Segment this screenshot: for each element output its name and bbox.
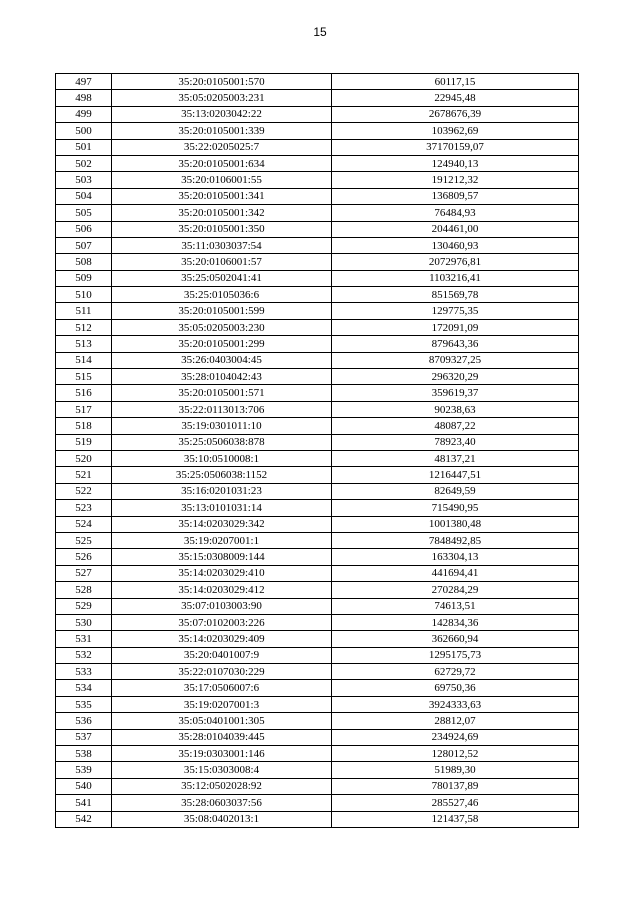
table-row: [56, 123, 579, 139]
cadastral-number-cell: 35:07:0103003:90: [112, 598, 332, 614]
table-row: [56, 795, 579, 811]
cadastral-value-cell: 121437,58: [332, 811, 579, 827]
row-number-cell: 503: [56, 172, 112, 188]
row-number-cell: 498: [56, 90, 112, 106]
cadastral-value-cell: 296320,29: [332, 369, 579, 385]
cadastral-value-cell: 2678676,39: [332, 106, 579, 122]
cadastral-value-cell: 234924,69: [332, 729, 579, 745]
table-body: [56, 74, 579, 828]
row-number-cell: 511: [56, 303, 112, 319]
cadastral-number-cell: 35:17:0506007:6: [112, 680, 332, 696]
table-row: [56, 221, 579, 237]
row-number-cell: 535: [56, 696, 112, 712]
cadastral-value-cell: 28812,07: [332, 713, 579, 729]
cadastral-number-cell: 35:22:0113013:706: [112, 401, 332, 417]
table-row: [56, 614, 579, 630]
table-row: [56, 778, 579, 794]
row-number-cell: 510: [56, 287, 112, 303]
row-number-cell: 508: [56, 254, 112, 270]
row-number-cell: 532: [56, 647, 112, 663]
cadastral-value-cell: 48087,22: [332, 418, 579, 434]
row-number-cell: 522: [56, 483, 112, 499]
cadastral-value-cell: 124940,13: [332, 155, 579, 171]
row-number-cell: 524: [56, 516, 112, 532]
cadastral-number-cell: 35:25:0502041:41: [112, 270, 332, 286]
cadastral-number-cell: 35:25:0506038:1152: [112, 467, 332, 483]
cadastral-number-cell: 35:05:0205003:231: [112, 90, 332, 106]
cadastral-number-cell: 35:13:0203042:22: [112, 106, 332, 122]
row-number-cell: 517: [56, 401, 112, 417]
cadastral-number-cell: 35:25:0105036:6: [112, 287, 332, 303]
cadastral-number-cell: 35:20:0105001:571: [112, 385, 332, 401]
cadastral-number-cell: 35:14:0203029:409: [112, 631, 332, 647]
cadastral-number-cell: 35:19:0207001:1: [112, 532, 332, 548]
row-number-cell: 507: [56, 237, 112, 253]
cadastral-value-cell: 69750,36: [332, 680, 579, 696]
row-number-cell: 536: [56, 713, 112, 729]
table-row: [56, 582, 579, 598]
cadastral-number-cell: 35:28:0104042:43: [112, 369, 332, 385]
cadastral-value-cell: 270284,29: [332, 582, 579, 598]
row-number-cell: 512: [56, 319, 112, 335]
cadastral-number-cell: 35:20:0105001:341: [112, 188, 332, 204]
table-row: [56, 385, 579, 401]
cadastral-value-cell: 163304,13: [332, 549, 579, 565]
cadastral-number-cell: 35:19:0207001:3: [112, 696, 332, 712]
cadastral-value-cell: 142834,36: [332, 614, 579, 630]
page-number: 15: [313, 25, 327, 39]
row-number-cell: 513: [56, 336, 112, 352]
cadastral-value-cell: 1216447,51: [332, 467, 579, 483]
table-row: [56, 647, 579, 663]
cadastral-value-cell: 90238,63: [332, 401, 579, 417]
table-row: [56, 319, 579, 335]
cadastral-value-cell: 60117,15: [332, 74, 579, 90]
row-number-cell: 531: [56, 631, 112, 647]
table-row: [56, 106, 579, 122]
cadastral-number-cell: 35:20:0105001:299: [112, 336, 332, 352]
cadastral-value-cell: 1103216,41: [332, 270, 579, 286]
cadastral-number-cell: 35:19:0303001:146: [112, 746, 332, 762]
row-number-cell: 525: [56, 532, 112, 548]
table-row: [56, 188, 579, 204]
row-number-cell: 521: [56, 467, 112, 483]
cadastral-number-cell: 35:15:0308009:144: [112, 549, 332, 565]
cadastral-number-cell: 35:14:0203029:412: [112, 582, 332, 598]
row-number-cell: 528: [56, 582, 112, 598]
cadastral-value-cell: 1001380,48: [332, 516, 579, 532]
table-row: [56, 336, 579, 352]
row-number-cell: 520: [56, 450, 112, 466]
table-row: [56, 90, 579, 106]
row-number-cell: 538: [56, 746, 112, 762]
table-row: [56, 746, 579, 762]
row-number-cell: 540: [56, 778, 112, 794]
table-row: [56, 352, 579, 368]
table-row: [56, 516, 579, 532]
cadastral-number-cell: 35:20:0105001:342: [112, 205, 332, 221]
cadastral-value-cell: 48137,21: [332, 450, 579, 466]
row-number-cell: 514: [56, 352, 112, 368]
cadastral-value-cell: 76484,93: [332, 205, 579, 221]
row-number-cell: 523: [56, 500, 112, 516]
cadastral-value-cell: 172091,09: [332, 319, 579, 335]
cadastral-value-cell: 62729,72: [332, 664, 579, 680]
cadastral-value-cell: 191212,32: [332, 172, 579, 188]
row-number-cell: 541: [56, 795, 112, 811]
table-row: [56, 270, 579, 286]
cadastral-value-cell: 74613,51: [332, 598, 579, 614]
cadastral-number-cell: 35:22:0205025:7: [112, 139, 332, 155]
table-row: [56, 696, 579, 712]
cadastral-value-cell: 359619,37: [332, 385, 579, 401]
row-number-cell: 537: [56, 729, 112, 745]
cadastral-value-cell: 82649,59: [332, 483, 579, 499]
cadastral-number-cell: 35:20:0106001:55: [112, 172, 332, 188]
table-row: [56, 450, 579, 466]
row-number-cell: 504: [56, 188, 112, 204]
cadastral-value-cell: 362660,94: [332, 631, 579, 647]
table-row: [56, 664, 579, 680]
cadastral-value-cell: 780137,89: [332, 778, 579, 794]
row-number-cell: 530: [56, 614, 112, 630]
table-row: [56, 762, 579, 778]
cadastral-value-cell: 103962,69: [332, 123, 579, 139]
row-number-cell: 518: [56, 418, 112, 434]
table-row: [56, 401, 579, 417]
cadastral-value-cell: 129775,35: [332, 303, 579, 319]
cadastral-number-cell: 35:20:0105001:634: [112, 155, 332, 171]
row-number-cell: 529: [56, 598, 112, 614]
cadastral-number-cell: 35:13:0101031:14: [112, 500, 332, 516]
cadastral-value-cell: 37170159,07: [332, 139, 579, 155]
cadastral-number-cell: 35:20:0105001:599: [112, 303, 332, 319]
table-row: [56, 811, 579, 827]
row-number-cell: 515: [56, 369, 112, 385]
table-row: [56, 237, 579, 253]
table-row: [56, 532, 579, 548]
cadastral-value-cell: 51989,30: [332, 762, 579, 778]
row-number-cell: 500: [56, 123, 112, 139]
row-number-cell: 527: [56, 565, 112, 581]
cadastral-number-cell: 35:28:0104039:445: [112, 729, 332, 745]
cadastral-value-cell: 2072976,81: [332, 254, 579, 270]
cadastral-value-cell: 1295175,73: [332, 647, 579, 663]
cadastral-number-cell: 35:14:0203029:342: [112, 516, 332, 532]
cadastral-number-cell: 35:15:0303008:4: [112, 762, 332, 778]
table-row: [56, 713, 579, 729]
cadastral-value-table: [55, 73, 579, 828]
table-row: [56, 303, 579, 319]
row-number-cell: 499: [56, 106, 112, 122]
table-row: [56, 369, 579, 385]
cadastral-value-cell: 136809,57: [332, 188, 579, 204]
cadastral-value-cell: 22945,48: [332, 90, 579, 106]
cadastral-number-cell: 35:26:0403004:45: [112, 352, 332, 368]
row-number-cell: 516: [56, 385, 112, 401]
cadastral-number-cell: 35:05:0205003:230: [112, 319, 332, 335]
cadastral-value-cell: 128012,52: [332, 746, 579, 762]
cadastral-number-cell: 35:16:0201031:23: [112, 483, 332, 499]
table-row: [56, 598, 579, 614]
row-number-cell: 539: [56, 762, 112, 778]
cadastral-number-cell: 35:25:0506038:878: [112, 434, 332, 450]
cadastral-value-cell: 78923,40: [332, 434, 579, 450]
cadastral-number-cell: 35:19:0301011:10: [112, 418, 332, 434]
table-row: [56, 139, 579, 155]
cadastral-number-cell: 35:22:0107030:229: [112, 664, 332, 680]
row-number-cell: 542: [56, 811, 112, 827]
cadastral-value-cell: 7848492,85: [332, 532, 579, 548]
cadastral-value-cell: 715490,95: [332, 500, 579, 516]
table-row: [56, 483, 579, 499]
table-row: [56, 467, 579, 483]
cadastral-value-cell: 879643,36: [332, 336, 579, 352]
cadastral-number-cell: 35:28:0603037:56: [112, 795, 332, 811]
row-number-cell: 506: [56, 221, 112, 237]
table-row: [56, 549, 579, 565]
cadastral-number-cell: 35:08:0402013:1: [112, 811, 332, 827]
table-row: [56, 254, 579, 270]
table-row: [56, 205, 579, 221]
table-row: [56, 172, 579, 188]
cadastral-value-cell: 3924333,63: [332, 696, 579, 712]
table-row: [56, 287, 579, 303]
cadastral-value-cell: 8709327,25: [332, 352, 579, 368]
row-number-cell: 505: [56, 205, 112, 221]
cadastral-number-cell: 35:10:0510008:1: [112, 450, 332, 466]
row-number-cell: 502: [56, 155, 112, 171]
row-number-cell: 497: [56, 74, 112, 90]
row-number-cell: 519: [56, 434, 112, 450]
table-row: [56, 155, 579, 171]
row-number-cell: 533: [56, 664, 112, 680]
cadastral-number-cell: 35:12:0502028:92: [112, 778, 332, 794]
table-row: [56, 418, 579, 434]
row-number-cell: 501: [56, 139, 112, 155]
table-row: [56, 565, 579, 581]
cadastral-value-cell: 851569,78: [332, 287, 579, 303]
cadastral-number-cell: 35:20:0105001:570: [112, 74, 332, 90]
table-row: [56, 680, 579, 696]
cadastral-value-cell: 204461,00: [332, 221, 579, 237]
table-row: [56, 631, 579, 647]
row-number-cell: 526: [56, 549, 112, 565]
table-row: [56, 729, 579, 745]
cadastral-number-cell: 35:05:0401001:305: [112, 713, 332, 729]
cadastral-number-cell: 35:20:0401007:9: [112, 647, 332, 663]
table-row: [56, 434, 579, 450]
cadastral-number-cell: 35:14:0203029:410: [112, 565, 332, 581]
cadastral-number-cell: 35:11:0303037:54: [112, 237, 332, 253]
cadastral-number-cell: 35:20:0105001:339: [112, 123, 332, 139]
cadastral-value-cell: 441694,41: [332, 565, 579, 581]
cadastral-number-cell: 35:07:0102003:226: [112, 614, 332, 630]
cadastral-number-cell: 35:20:0105001:350: [112, 221, 332, 237]
cadastral-value-cell: 285527,46: [332, 795, 579, 811]
table-row: [56, 74, 579, 90]
table-row: [56, 500, 579, 516]
row-number-cell: 509: [56, 270, 112, 286]
row-number-cell: 534: [56, 680, 112, 696]
cadastral-value-cell: 130460,93: [332, 237, 579, 253]
cadastral-number-cell: 35:20:0106001:57: [112, 254, 332, 270]
